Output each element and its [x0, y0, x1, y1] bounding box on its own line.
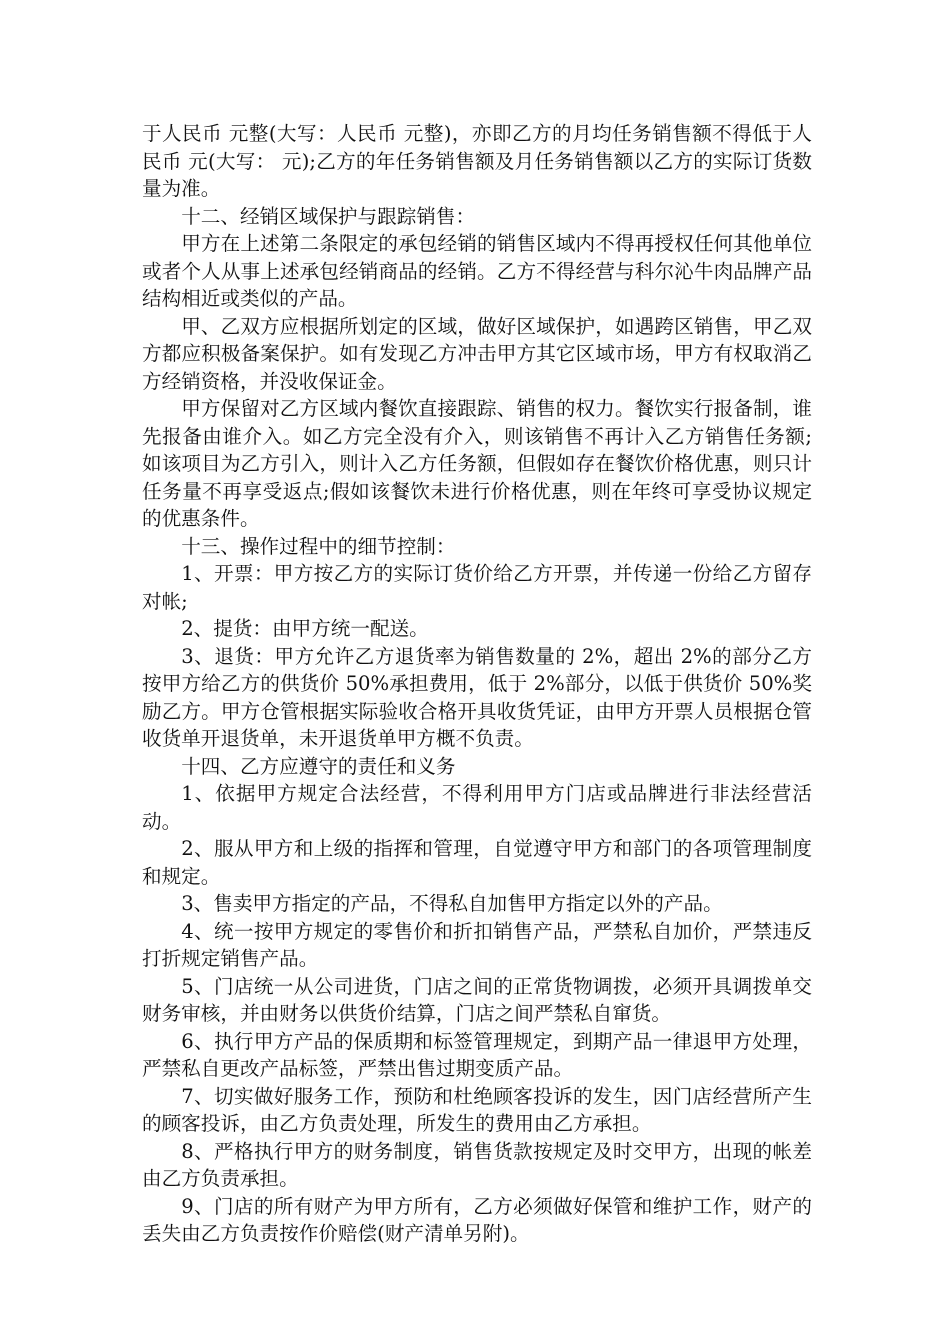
paragraph-11: 1、依据甲方规定合法经营，不得利用甲方门店或品牌进行非法经营活动。: [142, 782, 812, 833]
paragraph-17: 7、切实做好服务工作，预防和杜绝顾客投诉的发生，因门店经营所产生的顾客投诉，由乙方负责处理，所发生的费用由乙方承担。: [142, 1084, 812, 1135]
paragraph-18: 8、严格执行甲方的财务制度，销售货款按规定及时交甲方，出现的帐差由乙方负责承担。: [142, 1139, 812, 1190]
paragraph-4: 甲、乙双方应根据所划定的区域，做好区域保护，如遇跨区销售，甲乙双方都应积极备案保护。如有发现乙方冲击甲方其它区域市场，甲方有权取消乙方经销资格，并没收保证金。: [142, 314, 812, 393]
paragraph-1: 于人民币 元整(大写：人民币 元整)，亦即乙方的月均任务销售额不得低于人民币 元(大写： 元);乙方的年任务销售额及月任务销售额以乙方的实际订货数量为准。: [142, 122, 812, 200]
paragraph-5: 甲方保留对乙方区域内餐饮直接跟踪、销售的权力。餐饮实行报备制，谁先报备由谁介入。如乙方完全没有介入，则该销售不再计入乙方销售任务额;如该项目为乙方引入，则计入乙方任务额，但假如存在餐饮价格优惠，则只计任务量不再享受返点;假如该餐饮未进行价格优惠，则在年终可享受协议规定的优惠条件。: [142, 397, 812, 530]
paragraph-16: 6、执行甲方产品的保质期和标签管理规定，到期产品一律退甲方处理，严禁私自更改产品标签，严禁出售过期变质产品。: [142, 1029, 812, 1080]
section-heading-13: 十三、操作过程中的细节控制：: [181, 534, 456, 558]
paragraph-13: 3、售卖甲方指定的产品，不得私自加售甲方指定以外的产品。: [181, 892, 723, 915]
document-page: [142, 120, 812, 1248]
paragraph-8: 2、提货：由甲方统一配送。: [181, 617, 429, 640]
paragraph-9: 3、退货：甲方允许乙方退货率为销售数量的 2%，超出 2%的部分乙方按甲方给乙方的供货价 50%承担费用，低于 2%部分，以低于供货价 50%奖励乙方。甲方仓管根据实际验收合格开具收货凭证，由甲方开票人员根据仓管收货单开退货单，未开退货单甲方概不负责。: [142, 644, 812, 750]
paragraph-3: 甲方在上述第二条限定的承包经销的销售区域内不得再授权任何其他单位或者个人从事上述承包经销商品的经销。乙方不得经营与科尔沁牛肉品牌产品结构相近或类似的产品。: [142, 232, 812, 310]
section-heading-14: 十四、乙方应遵守的责任和义务: [181, 754, 456, 778]
paragraph-19: 9、门店的所有财产为甲方所有，乙方必须做好保管和维护工作，财产的丢失由乙方负责按作价赔偿(财产清单另附)。: [142, 1194, 812, 1245]
paragraph-14: 4、统一按甲方规定的零售价和折扣销售产品，严禁私自加价，严禁违反打折规定销售产品。: [142, 919, 812, 970]
paragraph-7: 1、开票：甲方按乙方的实际订货价给乙方开票，并传递一份给乙方留存对帐;: [142, 562, 812, 613]
paragraph-15: 5、门店统一从公司进货，门店之间的正常货物调拨，必须开具调拨单交财务审核，并由财务以供货价结算，门店之间严禁私自窜货。: [142, 974, 812, 1025]
paragraph-12: 2、服从甲方和上级的指挥和管理，自觉遵守甲方和部门的各项管理制度和规定。: [142, 837, 812, 888]
section-heading-12: 十二、经销区域保护与跟踪销售：: [181, 204, 476, 228]
